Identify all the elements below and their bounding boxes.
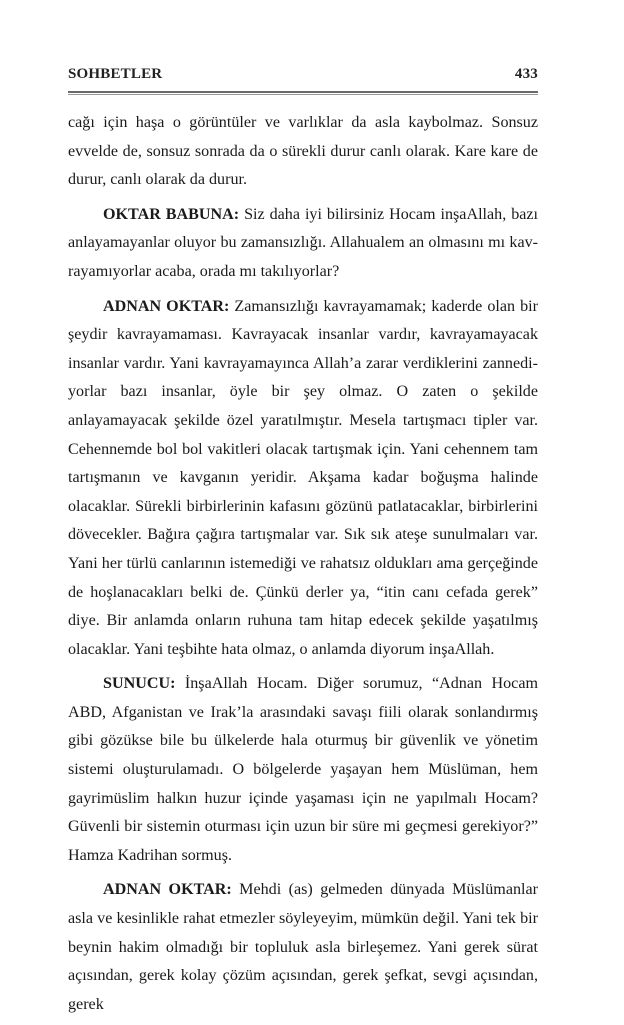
running-header — [68, 66, 538, 88]
speaker-label: SUNUCU: — [103, 675, 176, 693]
paragraph-continuation — [68, 109, 538, 195]
body-text — [68, 109, 538, 1019]
paragraph-sunucu — [68, 670, 538, 870]
paragraph-text: Zamansızlığı kavrayamamak; kaderde olan bir şeydir kavrayamaması. Kavrayacak insanlar vardır, kavrayamayacak insanlar vardır. Yani kavrayamayınca Allah’a zarar verdiklerini zannediyorlar bazı insanlar, öyle bir şey olmaz. O zaten o şekilde anlayamayacak şekilde özel yaratılmıştır. Mesela tartışmacı tipler var. Cehennemde bol bol vakitleri olacak tartışmak için. Yani cehennem tam tartışmanın ve kavganın yeridir. Akşama kadar boğuşma halinde olacaklar. Sürekli birbirlerinin kafasını gözünü patlatacaklar, birbirlerini dövecekler. Bağıra çağıra tartışmalar var. Sık sık ateşe sunulmaları var. Yani her türlü canlarının istemediği ve rahatsız oldukları ama gerçeğinde de hoşlanacakları belki de. Çünkü derler ya, “itin canı cefada gerek” diye. Bir anlamda onların ruhuna tam hitap edecek şekilde yaşatılmış olacaklar. Yani teşbihte hata olmaz, o anlamda diyorum inşaAllah. — [68, 297, 538, 658]
paragraph-oktar-babuna — [68, 201, 538, 287]
header-double-rule — [68, 91, 538, 95]
speaker-label: ADNAN OKTAR: — [103, 297, 230, 315]
paragraph-adnan-oktar-2 — [68, 876, 538, 1019]
speaker-label: OKTAR BABUNA: — [103, 205, 240, 223]
paragraph-text: cağı için haşa o görüntüler ve varlıklar da asla kaybolmaz. Sonsuz evvelde de, sonsuz sonrada da o sürekli durur canlı olarak. Kare kare de durur, canlı olarak da durur. — [68, 114, 538, 189]
paragraph-text: Mehdi (as) gelmeden dünyada Müslümanlar asla ve kesinlikle rahat etmezler söyleyeyim, mümkün değil. Yani tek bir beynin hakim olmadığı bir topluluk asla birleşemez. Yani gerek sürat açısından, gerek kolay çözüm açısından, gerek şefkat, sevgi açısından, gerek — [68, 881, 538, 1013]
paragraph-text: Siz daha iyi bilirsiniz Hocam inşaAllah, bazı anlayamayanlar oluyor bu zamansızlığı. Allahualem an olmasını mı kavrayamıyorlar acaba, orada mı takılıyorlar? — [68, 205, 538, 280]
page-number: 433 — [514, 66, 538, 82]
speaker-label: ADNAN OKTAR: — [103, 881, 232, 899]
paragraph-adnan-oktar-1 — [68, 293, 538, 665]
running-title: SOHBETLER — [68, 66, 163, 82]
book-page — [68, 66, 538, 1025]
paragraph-text: İnşaAllah Hocam. Diğer sorumuz, “Adnan Hocam ABD, Afganistan ve Irak’la arasındaki savaşı fiili olarak sonlandırmış gibi gözükse bile bu ülkelerde hala oturmuş bir güvenlik ve yönetim sistemi oluşturulamadı. O bölgelerde yaşayan hem Müslüman, hem gayrimüslim halkın huzur içinde yaşaması için ne yapılmalı Hocam? Güvenli bir sistemin oturması için uzun bir süre mi geçmesi gerekiyor?” Hamza Kadrihan sormuş. — [68, 675, 538, 864]
